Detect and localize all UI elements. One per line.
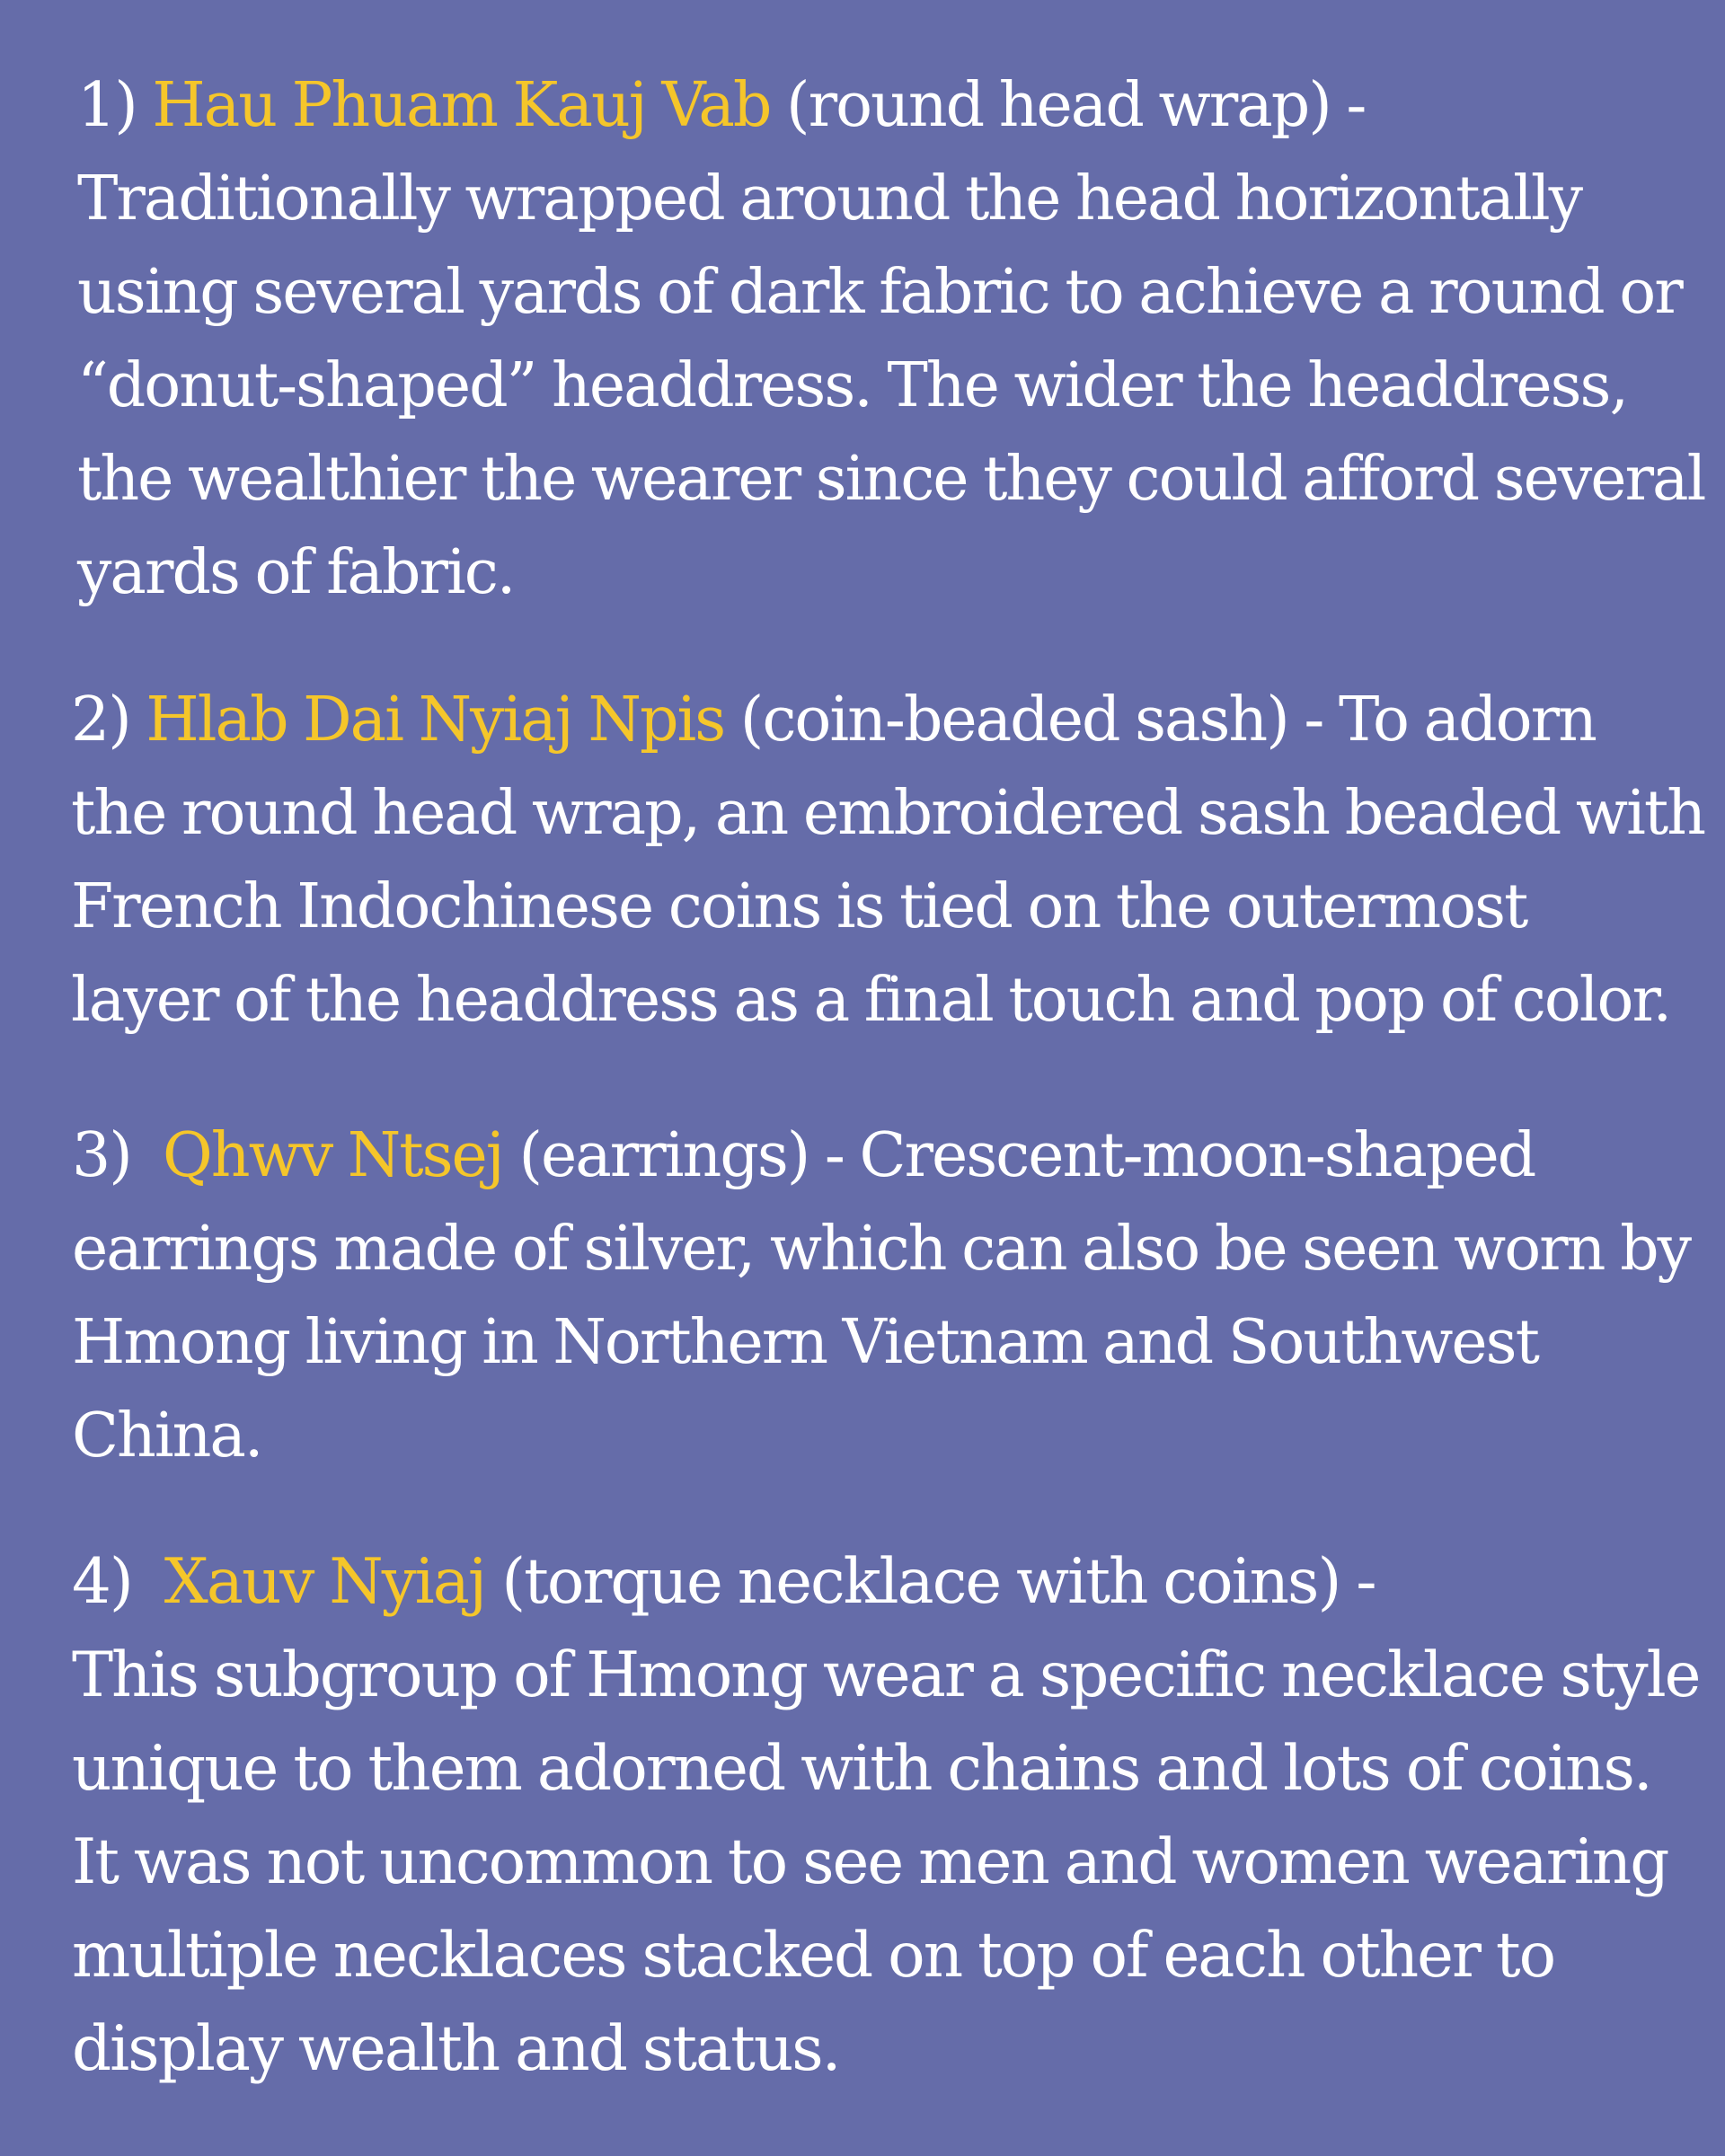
entry-heading (77, 59, 1704, 153)
entry-line: unique to them adorned with chains and lots of coins. (72, 1733, 1651, 1805)
entry-number: 4) (72, 1546, 132, 1618)
entry-hau-phuam-kauj-vab (77, 59, 1704, 620)
hmong-term: Hau Phuam Kauj Vab (152, 70, 771, 141)
entry-heading (71, 674, 1704, 767)
entry-line: layer of the headdress as a final touch and pop of color. (71, 965, 1671, 1036)
entry-number: 1) (77, 70, 137, 141)
entry-line: This subgroup of Hmong wear a specific necklace style (72, 1639, 1700, 1711)
entry-line: the wealthier the wearer since they could afford several (77, 444, 1705, 515)
entry-heading-text: (round head wrap) - (770, 70, 1366, 141)
entry-hlab-dai-nyiaj-npis (71, 674, 1704, 1047)
entry-line: display wealth and status. (72, 2013, 840, 2085)
entry-line: French Indochinese coins is tied on the outermost (71, 871, 1527, 942)
entry-line: using several yards of dark fabric to achieve a round or (77, 257, 1682, 328)
hmong-term: Qhwv Ntsej (163, 1120, 503, 1191)
entry-line: yards of fabric. (77, 537, 515, 608)
entry-number: 2) (71, 685, 130, 755)
entry-line: the round head wrap, an embroidered sash beaded with (71, 778, 1704, 849)
entry-heading (72, 1535, 1700, 1629)
hmong-term: Hlab Dai Nyiaj Npis (146, 685, 725, 755)
entry-xauv-nyiaj (72, 1535, 1700, 2096)
entry-line: earrings made of silver, which can also be seen worn by (72, 1214, 1691, 1285)
entry-heading (72, 1109, 1690, 1203)
entry-line: China. (72, 1401, 262, 1471)
entry-heading-text: (earrings) - Crescent-moon-shaped (502, 1120, 1535, 1191)
entry-line: multiple necklaces stacked on top of each other to (72, 1920, 1555, 1992)
entry-line: Hmong living in Northern Vietnam and Southwest (72, 1307, 1538, 1378)
hmong-term: Xauv Nyiaj (164, 1546, 486, 1618)
entry-qhwv-ntsej (72, 1109, 1690, 1483)
entry-line: “donut-shaped” headdress. The wider the headdress, (77, 350, 1628, 421)
entry-heading-text: (torque necklace with coins) - (485, 1546, 1376, 1618)
entry-line: It was not uncommon to see men and women wearing (72, 1826, 1668, 1898)
entry-heading-text: (coin-beaded sash) - To adorn (724, 685, 1596, 755)
entry-line: Traditionally wrapped around the head horizontally (77, 163, 1582, 234)
entry-number: 3) (72, 1120, 131, 1191)
